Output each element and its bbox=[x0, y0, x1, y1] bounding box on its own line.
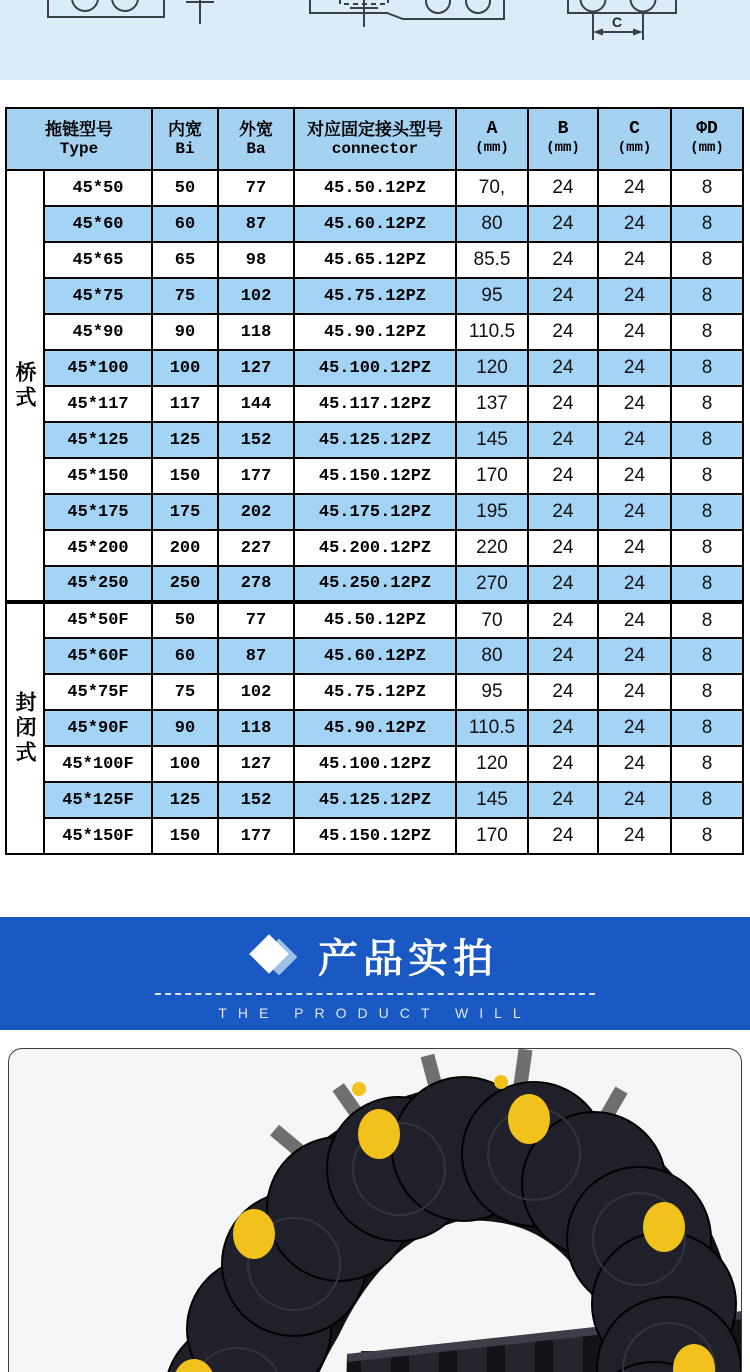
spec-cell: 87 bbox=[218, 206, 294, 242]
spec-cell: 77 bbox=[218, 170, 294, 206]
spec-cell: 152 bbox=[218, 782, 294, 818]
spec-cell: 85.5 bbox=[456, 242, 528, 278]
spec-row bbox=[6, 206, 743, 242]
spec-cell: 110.5 bbox=[456, 314, 528, 350]
spec-cell: 50 bbox=[152, 170, 218, 206]
spec-cell: 60 bbox=[152, 638, 218, 674]
spec-cell: 45.50.12PZ bbox=[294, 602, 456, 638]
spec-cell: 80 bbox=[456, 638, 528, 674]
spec-cell: 45*60 bbox=[44, 206, 152, 242]
spec-cell: 24 bbox=[528, 782, 598, 818]
spec-cell: 24 bbox=[598, 530, 671, 566]
spacer bbox=[0, 80, 750, 107]
spec-row bbox=[6, 782, 743, 818]
spec-cell: 8 bbox=[671, 710, 743, 746]
spec-cell: 50 bbox=[152, 602, 218, 638]
spec-row bbox=[6, 566, 743, 602]
header-a-mm: A (mm) bbox=[456, 108, 528, 170]
spec-cell: 87 bbox=[218, 638, 294, 674]
spec-cell: 45.200.12PZ bbox=[294, 530, 456, 566]
spec-cell: 195 bbox=[456, 494, 528, 530]
spec-cell: 145 bbox=[456, 422, 528, 458]
spec-cell: 24 bbox=[598, 710, 671, 746]
spec-cell: 8 bbox=[671, 674, 743, 710]
spec-cell: 45*65 bbox=[44, 242, 152, 278]
spec-cell: 24 bbox=[598, 674, 671, 710]
spec-cell: 137 bbox=[456, 386, 528, 422]
spec-cell: 144 bbox=[218, 386, 294, 422]
spec-cell: 24 bbox=[598, 494, 671, 530]
spec-cell: 24 bbox=[598, 314, 671, 350]
spec-cell: 45.150.12PZ bbox=[294, 458, 456, 494]
spec-cell: 175 bbox=[152, 494, 218, 530]
spec-cell: 24 bbox=[528, 206, 598, 242]
spec-row bbox=[6, 242, 743, 278]
spec-cell: 24 bbox=[528, 242, 598, 278]
spec-cell: 24 bbox=[528, 602, 598, 638]
spec-cell: 200 bbox=[152, 530, 218, 566]
spec-cell: 45*75 bbox=[44, 278, 152, 314]
spec-cell: 8 bbox=[671, 242, 743, 278]
spec-cell: 45.125.12PZ bbox=[294, 782, 456, 818]
spec-table-body bbox=[6, 170, 743, 854]
spec-cell: 102 bbox=[218, 278, 294, 314]
spec-cell: 77 bbox=[218, 602, 294, 638]
spec-cell: 24 bbox=[598, 242, 671, 278]
spec-cell: 45.60.12PZ bbox=[294, 206, 456, 242]
connector-dimension-drawing bbox=[0, 0, 750, 80]
spec-cell: 45.75.12PZ bbox=[294, 674, 456, 710]
spec-cell: 45.90.12PZ bbox=[294, 710, 456, 746]
spec-cell: 24 bbox=[598, 782, 671, 818]
spec-cell: 45*125F bbox=[44, 782, 152, 818]
spec-cell: 125 bbox=[152, 422, 218, 458]
spec-cell: 70 bbox=[456, 602, 528, 638]
spec-cell: 75 bbox=[152, 278, 218, 314]
spec-cell: 45.150.12PZ bbox=[294, 818, 456, 854]
spec-cell: 45*90F bbox=[44, 710, 152, 746]
spec-cell: 8 bbox=[671, 566, 743, 602]
product-photo bbox=[8, 1048, 742, 1372]
spec-table-header-row bbox=[6, 108, 743, 170]
header-outer-width: 外宽 Ba bbox=[218, 108, 294, 170]
spec-cell: 75 bbox=[152, 674, 218, 710]
spec-cell: 45.250.12PZ bbox=[294, 566, 456, 602]
spec-cell: 100 bbox=[152, 746, 218, 782]
spec-cell: 45.50.12PZ bbox=[294, 170, 456, 206]
spec-cell: 45.100.12PZ bbox=[294, 350, 456, 386]
spec-cell: 95 bbox=[456, 278, 528, 314]
header-d-mm: ΦD (mm) bbox=[671, 108, 743, 170]
spec-cell: 24 bbox=[528, 530, 598, 566]
spec-cell: 24 bbox=[598, 818, 671, 854]
drawing-left-plate bbox=[48, 0, 214, 24]
spec-cell: 8 bbox=[671, 458, 743, 494]
spec-cell: 24 bbox=[528, 386, 598, 422]
spec-cell: 145 bbox=[456, 782, 528, 818]
spec-cell: 45.90.12PZ bbox=[294, 314, 456, 350]
spec-row bbox=[6, 674, 743, 710]
spec-cell: 45*100 bbox=[44, 350, 152, 386]
spec-cell: 24 bbox=[598, 458, 671, 494]
spec-cell: 45.75.12PZ bbox=[294, 278, 456, 314]
spec-cell: 45.125.12PZ bbox=[294, 422, 456, 458]
spec-cell: 45*175 bbox=[44, 494, 152, 530]
dimension-label-c: C bbox=[612, 14, 623, 30]
spec-cell: 100 bbox=[152, 350, 218, 386]
spec-cell: 45*200 bbox=[44, 530, 152, 566]
spec-cell: 8 bbox=[671, 422, 743, 458]
spec-cell: 250 bbox=[152, 566, 218, 602]
spec-row bbox=[6, 602, 743, 638]
spec-cell: 8 bbox=[671, 206, 743, 242]
spec-cell: 8 bbox=[671, 170, 743, 206]
spec-row bbox=[6, 530, 743, 566]
spec-cell: 24 bbox=[598, 206, 671, 242]
spec-cell: 24 bbox=[598, 170, 671, 206]
spec-cell: 45*150 bbox=[44, 458, 152, 494]
spec-cell: 24 bbox=[528, 350, 598, 386]
spec-cell: 65 bbox=[152, 242, 218, 278]
spec-cell: 150 bbox=[152, 458, 218, 494]
spec-cell: 24 bbox=[528, 170, 598, 206]
spec-cell: 45*90 bbox=[44, 314, 152, 350]
product-photo-section bbox=[0, 1048, 750, 1372]
banner-subtitle: THE PRODUCT WILL bbox=[218, 1004, 532, 1021]
spec-cell: 118 bbox=[218, 314, 294, 350]
spec-cell: 118 bbox=[218, 710, 294, 746]
spec-cell: 8 bbox=[671, 530, 743, 566]
header-inner-width: 内宽 Bi bbox=[152, 108, 218, 170]
spec-row bbox=[6, 818, 743, 854]
spec-cell: 24 bbox=[528, 746, 598, 782]
spec-cell: 24 bbox=[598, 386, 671, 422]
row-group-label: 封闭式 bbox=[6, 602, 44, 854]
spec-cell: 170 bbox=[456, 458, 528, 494]
spec-cell: 8 bbox=[671, 314, 743, 350]
spec-cell: 8 bbox=[671, 818, 743, 854]
spec-row bbox=[6, 494, 743, 530]
spec-cell: 127 bbox=[218, 746, 294, 782]
spec-row bbox=[6, 278, 743, 314]
spec-cell: 80 bbox=[456, 206, 528, 242]
spec-cell: 60 bbox=[152, 206, 218, 242]
spec-cell: 24 bbox=[528, 818, 598, 854]
header-connector: 对应固定接头型号 connector bbox=[294, 108, 456, 170]
spec-cell: 24 bbox=[528, 566, 598, 602]
spec-row bbox=[6, 638, 743, 674]
header-b-mm: B (mm) bbox=[528, 108, 598, 170]
spec-cell: 24 bbox=[598, 638, 671, 674]
spec-cell: 24 bbox=[528, 638, 598, 674]
spec-cell: 24 bbox=[598, 602, 671, 638]
spec-row bbox=[6, 422, 743, 458]
spec-cell: 98 bbox=[218, 242, 294, 278]
spec-row bbox=[6, 350, 743, 386]
spec-cell: 220 bbox=[456, 530, 528, 566]
spec-cell: 45*250 bbox=[44, 566, 152, 602]
spec-row bbox=[6, 458, 743, 494]
banner-title: 产品实拍 bbox=[318, 936, 498, 981]
spec-table bbox=[5, 107, 744, 855]
spec-cell: 8 bbox=[671, 350, 743, 386]
spec-cell: 177 bbox=[218, 818, 294, 854]
spec-cell: 202 bbox=[218, 494, 294, 530]
spacer bbox=[0, 1030, 750, 1048]
drag-chain-photo bbox=[9, 1049, 742, 1372]
spec-cell: 45*100F bbox=[44, 746, 152, 782]
spec-cell: 8 bbox=[671, 602, 743, 638]
spec-cell: 227 bbox=[218, 530, 294, 566]
spec-cell: 102 bbox=[218, 674, 294, 710]
spec-cell: 125 bbox=[152, 782, 218, 818]
spec-cell: 24 bbox=[598, 350, 671, 386]
spec-cell: 24 bbox=[528, 422, 598, 458]
spec-row bbox=[6, 170, 743, 206]
spec-cell: 120 bbox=[456, 350, 528, 386]
diamond-icon bbox=[252, 932, 298, 978]
spec-row bbox=[6, 746, 743, 782]
spec-cell: 152 bbox=[218, 422, 294, 458]
spec-cell: 70, bbox=[456, 170, 528, 206]
spec-cell: 45*50 bbox=[44, 170, 152, 206]
spec-cell: 45*125 bbox=[44, 422, 152, 458]
spec-cell: 24 bbox=[598, 278, 671, 314]
spec-cell: 90 bbox=[152, 314, 218, 350]
spec-row bbox=[6, 314, 743, 350]
spec-cell: 45*75F bbox=[44, 674, 152, 710]
product-photos-banner bbox=[0, 917, 750, 1030]
spec-cell: 45.117.12PZ bbox=[294, 386, 456, 422]
drawing-middle-plate bbox=[310, 0, 504, 27]
spec-cell: 8 bbox=[671, 746, 743, 782]
spec-cell: 45.175.12PZ bbox=[294, 494, 456, 530]
header-type: 拖链型号 Type bbox=[6, 108, 152, 170]
spec-cell: 45.65.12PZ bbox=[294, 242, 456, 278]
spec-cell: 110.5 bbox=[456, 710, 528, 746]
spec-cell: 24 bbox=[528, 494, 598, 530]
dimension-drawings-strip bbox=[0, 0, 750, 80]
spec-cell: 45*117 bbox=[44, 386, 152, 422]
spec-cell: 45.60.12PZ bbox=[294, 638, 456, 674]
spec-cell: 24 bbox=[528, 710, 598, 746]
spec-cell: 24 bbox=[528, 314, 598, 350]
spec-cell: 278 bbox=[218, 566, 294, 602]
spec-cell: 270 bbox=[456, 566, 528, 602]
spec-cell: 117 bbox=[152, 386, 218, 422]
spec-cell: 24 bbox=[598, 566, 671, 602]
header-c-mm: C (mm) bbox=[598, 108, 671, 170]
spec-cell: 24 bbox=[528, 674, 598, 710]
spec-cell: 170 bbox=[456, 818, 528, 854]
spec-cell: 120 bbox=[456, 746, 528, 782]
dashed-divider bbox=[155, 993, 595, 995]
spec-row bbox=[6, 710, 743, 746]
spec-cell: 24 bbox=[598, 422, 671, 458]
spec-cell: 95 bbox=[456, 674, 528, 710]
spec-cell: 150 bbox=[152, 818, 218, 854]
row-group-label: 桥式 bbox=[6, 170, 44, 602]
spec-cell: 45*60F bbox=[44, 638, 152, 674]
spec-cell: 45*150F bbox=[44, 818, 152, 854]
spec-cell: 8 bbox=[671, 638, 743, 674]
spec-cell: 177 bbox=[218, 458, 294, 494]
spec-cell: 127 bbox=[218, 350, 294, 386]
spec-cell: 24 bbox=[528, 458, 598, 494]
spacer bbox=[0, 893, 750, 917]
spec-cell: 8 bbox=[671, 782, 743, 818]
spec-cell: 90 bbox=[152, 710, 218, 746]
spec-cell: 45.100.12PZ bbox=[294, 746, 456, 782]
spec-cell: 8 bbox=[671, 278, 743, 314]
spec-cell: 8 bbox=[671, 494, 743, 530]
spec-row bbox=[6, 386, 743, 422]
spec-cell: 24 bbox=[528, 278, 598, 314]
spec-cell: 8 bbox=[671, 386, 743, 422]
spec-cell: 45*50F bbox=[44, 602, 152, 638]
spec-cell: 24 bbox=[598, 746, 671, 782]
